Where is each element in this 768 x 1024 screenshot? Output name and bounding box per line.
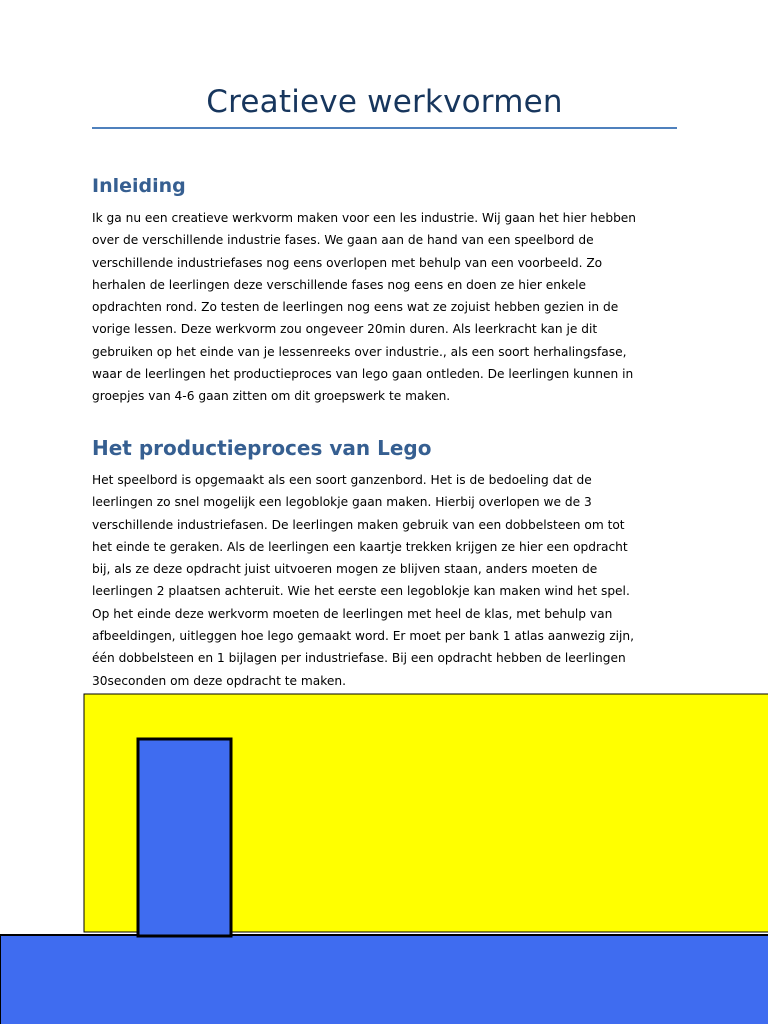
paragraph-line: verschillende industriefasen. De leerlingen maken gebruik van een dobbelsteen om tot (92, 517, 625, 532)
paragraph-inleiding (92, 207, 692, 408)
paragraph-line: vorige lessen. Deze werkvorm zou ongeveer 20min duren. Als leerkracht kan je dit (92, 322, 598, 337)
paragraph-line: waar de leerlingen het productieproces van lego gaan ontleden. De leerlingen kunnen in (92, 367, 634, 382)
paragraph-line: verschillende industriefases nog eens overlopen met behulp van een voorbeeld. Zo (92, 255, 603, 270)
page-title: Creatieve werkvormen (206, 84, 563, 120)
paragraph-line: één dobbelsteen en 1 bijlagen per industriefase. Bij een opdracht hebben de leerlingen (92, 651, 626, 666)
paragraph-line: groepjes van 4-6 gaan zitten om dit groepswerk te maken. (92, 389, 451, 404)
paragraph-line: Ik ga nu een creatieve werkvorm maken voor een les industrie. Wij gaan het hier hebben (92, 211, 637, 225)
paragraph-line: gebruiken op het einde van je lessenreeks over industrie., als een soort herhalingsfase, (92, 344, 627, 359)
paragraph-productieproces (92, 469, 692, 692)
section-heading-inleiding: Inleiding (92, 175, 186, 197)
paragraph-line: opdrachten rond. Zo testen de leerlingen nog eens wat ze zojuist hebben gezien in de (92, 300, 619, 315)
paragraph-line: Het speelbord is opgemaakt als een soort ganzenbord. Het is de bedoeling dat de (92, 473, 592, 487)
paragraph-line: bij, als ze deze opdracht juist uitvoeren mogen ze blijven staan, anders moeten de (92, 562, 598, 577)
board-blue-base (0, 935, 768, 1024)
title-underline (92, 127, 677, 129)
board-yellow-background (84, 694, 768, 932)
paragraph-line: herhalen de leerlingen deze verschillende fases nog eens en doen ze hier enkele (92, 277, 586, 292)
paragraph-line: leerlingen zo snel mogelijk een legoblokje gaan maken. Hierbij overlopen we de 3 (92, 495, 592, 510)
paragraph-line: 30seconden om deze opdracht te maken. (92, 673, 346, 688)
paragraph-line: het einde te geraken. Als de leerlingen een kaartje trekken krijgen ze hier een opdracht (92, 539, 628, 554)
section-heading-productieproces: Het productieproces van Lego (92, 436, 432, 460)
paragraph-line: afbeeldingen, uitleggen hoe lego gemaakt word. Er moet per bank 1 atlas aanwezig zijn, (92, 629, 635, 644)
paragraph-line: over de verschillende industrie fases. We gaan aan de hand van een speelbord de (92, 233, 594, 248)
paragraph-line: leerlingen 2 plaatsen achteruit. Wie het eerste een legoblokje kan maken wind het spel. (92, 584, 630, 599)
paragraph-line: Op het einde deze werkvorm moeten de leerlingen met heel de klas, met behulp van (92, 606, 613, 621)
board-blue-column (138, 739, 231, 936)
